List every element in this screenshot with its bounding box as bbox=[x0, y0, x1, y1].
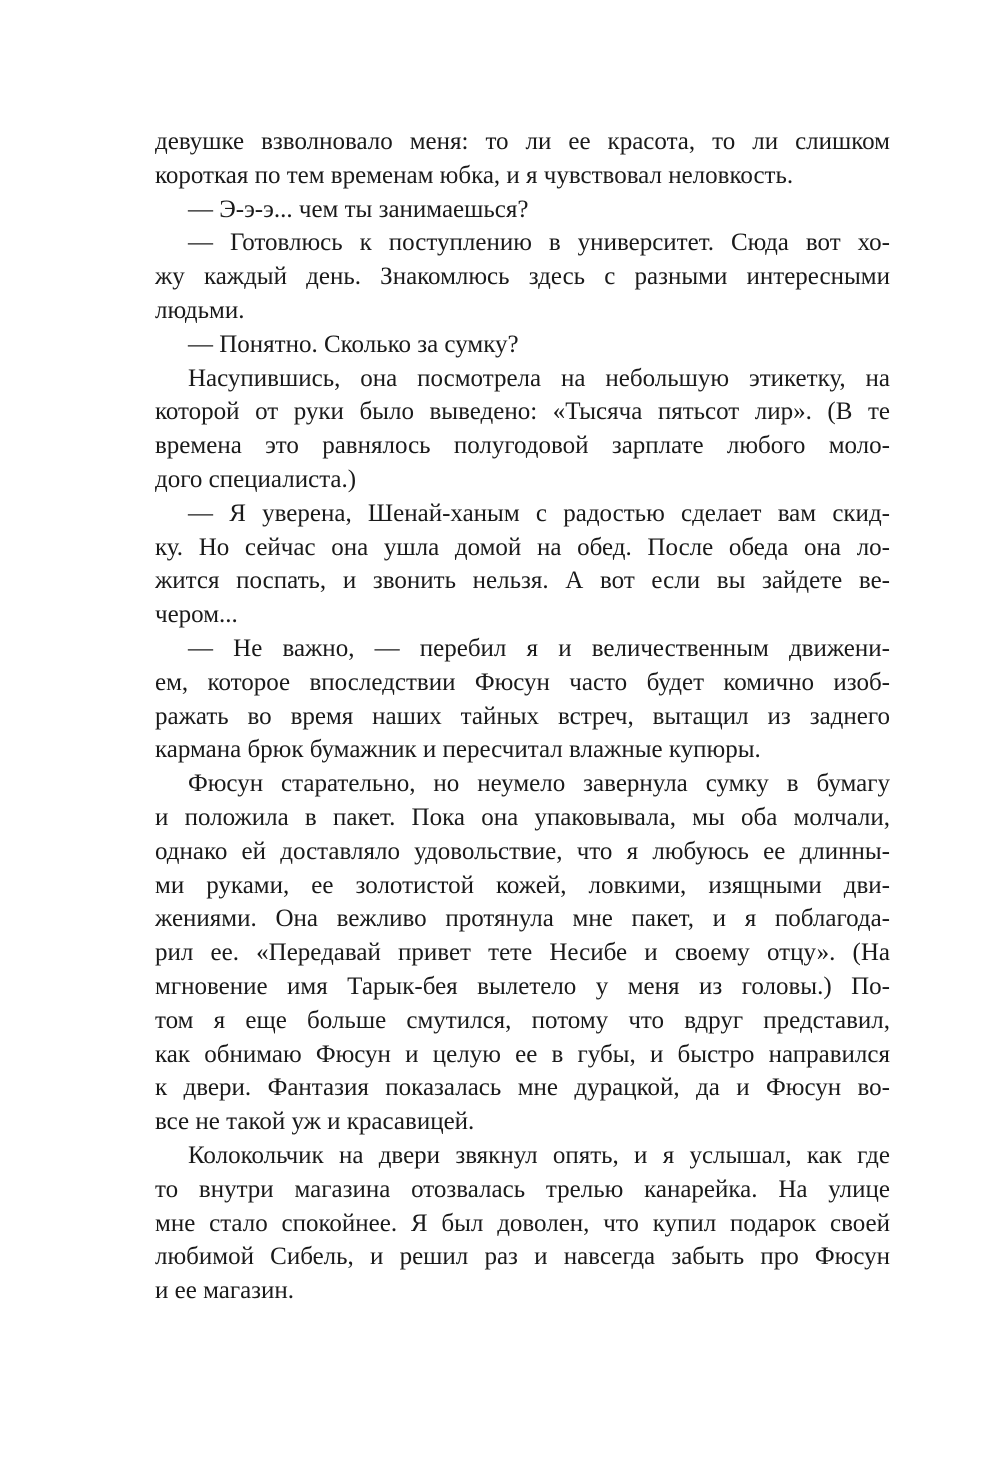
text-line: — Я уверена, Шенай-ханым с радостью сделает вам скид- bbox=[188, 499, 890, 527]
text-line: ку. Но сейчас она ушла домой на обед. После обеда она ло- bbox=[155, 533, 890, 561]
text-line: времена это равнялось полугодовой зарплате любого моло- bbox=[155, 432, 890, 460]
text-line: как обнимаю Фюсун и целую ее в губы, и быстро направился bbox=[155, 1040, 890, 1068]
text-line: — Готовлюсь к поступлению в университет. Сюда вот хо- bbox=[188, 229, 890, 257]
text-line: жу каждый день. Знакомлюсь здесь с разными интересными bbox=[155, 263, 890, 291]
text-line: мгновение имя Тарык-бея вылетело у меня из головы.) По- bbox=[155, 972, 890, 1000]
text-line: ми руками, ее золотистой кожей, ловкими, изящными дви- bbox=[155, 871, 890, 899]
text-line: девушке взволновало меня: то ли ее красота, то ли слишком bbox=[155, 128, 890, 155]
text-line: рил ее. «Передавай привет тете Несибе и своему отцу». (На bbox=[155, 939, 890, 967]
text-line: кармана брюк бумажник и пересчитал влажные купюры. bbox=[155, 736, 761, 764]
text-line: — Не важно, — перебил я и величественным движени- bbox=[188, 634, 890, 662]
text-line: ем, которое впоследствии Фюсун часто будет комично изоб- bbox=[155, 668, 890, 696]
text-line: то внутри магазина отозвалась трелью канарейка. На улице bbox=[155, 1175, 890, 1203]
text-line: и положила в пакет. Пока она упаковывала, мы оба молчали, bbox=[155, 803, 890, 831]
text-line: дого специалиста.) bbox=[155, 465, 357, 493]
text-line: чером... bbox=[155, 601, 238, 629]
text-line: том я еще больше смутился, потому что вдруг представил, bbox=[155, 1006, 890, 1034]
text-line: однако ей доставляло удовольствие, что я любуюсь ее длинны- bbox=[155, 837, 890, 865]
text-line: Насупившись, она посмотрела на небольшую этикетку, на bbox=[188, 364, 890, 392]
text-line: ражать во время наших тайных встреч, вытащил из заднего bbox=[155, 702, 890, 730]
text-line: любимой Сибель, и решил раз и навсегда забыть про Фюсун bbox=[155, 1243, 890, 1271]
text-line: мне стало спокойнее. Я был доволен, что купил подарок своей bbox=[155, 1209, 890, 1237]
text-line: все не такой уж и красавицей. bbox=[155, 1108, 475, 1136]
text-line: Фюсун старательно, но неумело завернула сумку в бумагу bbox=[188, 770, 890, 798]
text-line: к двери. Фантазия показалась мне дурацкой, да и Фюсун во- bbox=[155, 1074, 890, 1102]
text-line: и ее магазин. bbox=[155, 1277, 295, 1305]
text-line: Колокольчик на двери звякнул опять, и я услышал, как где bbox=[188, 1141, 890, 1169]
book-page-text bbox=[155, 125, 890, 1308]
text-line: — Понятно. Сколько за сумку? bbox=[188, 330, 519, 358]
text-line: людьми. bbox=[155, 296, 245, 324]
text-line: короткая по тем временам юбка, и я чувствовал неловкость. bbox=[155, 161, 794, 189]
text-line: — Э-э-э... чем ты занимаешься? bbox=[188, 195, 529, 223]
text-line: которой от руки было выведено: «Тысяча пятьсот лир». (В те bbox=[155, 398, 890, 426]
text-line: жениями. Она вежливо протянула мне пакет, и я поблагода- bbox=[155, 905, 890, 933]
text-line: жится поспать, и звонить нельзя. А вот если вы зайдете ве- bbox=[155, 567, 890, 595]
